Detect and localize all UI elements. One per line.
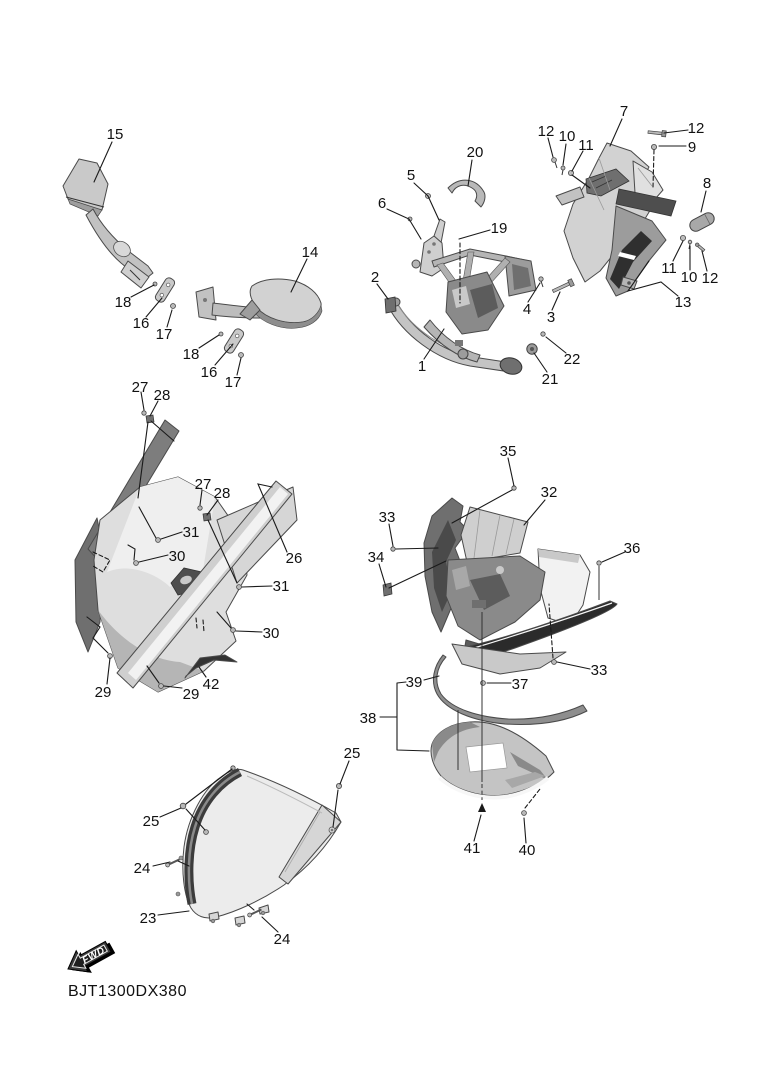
callout-17: 17 [155, 326, 173, 343]
callout-22: 22 [563, 351, 581, 368]
fastener-screw-31-lower [237, 585, 242, 590]
fastener-screw-37 [481, 681, 486, 686]
callout-5: 5 [406, 167, 416, 184]
fastener-screw-40 [522, 811, 527, 816]
callout-21: 21 [541, 371, 559, 388]
callout-14: 14 [301, 244, 319, 261]
callout-1: 1 [417, 358, 427, 375]
callout-10: 10 [680, 269, 698, 286]
callout-42: 42 [202, 676, 220, 693]
callout-26: 26 [285, 550, 303, 567]
callout-12: 12 [687, 120, 705, 137]
fastener-18-right [219, 332, 223, 336]
callout-31: 31 [272, 578, 290, 595]
fastener-washer-11-topleft [568, 170, 573, 175]
callout-29: 29 [94, 684, 112, 701]
fastener-nut-9 [651, 144, 656, 149]
callout-34: 34 [367, 549, 385, 566]
callout-15: 15 [106, 126, 124, 143]
callout-3: 3 [546, 309, 556, 326]
callout-33: 33 [378, 509, 396, 526]
callout-35: 35 [499, 443, 517, 460]
fwd-direction-arrow [62, 935, 118, 982]
fastener-screw-12-bottom [695, 242, 706, 252]
callout-30: 30 [168, 548, 186, 565]
fastener-well-nut-25-right-edge [329, 827, 335, 833]
callout-12: 12 [537, 123, 555, 140]
callout-18: 18 [182, 346, 200, 363]
callout-8: 8 [702, 175, 712, 192]
fastener-washer-11-bottom [680, 235, 685, 240]
callout-18: 18 [114, 294, 132, 311]
fastener-17-right [239, 353, 244, 358]
callout-40: 40 [518, 842, 536, 859]
callout-41: 41 [463, 840, 481, 857]
diagram-code: BJT1300DX380 [68, 983, 187, 1000]
fastener-bolt-4 [539, 277, 543, 287]
part-damper-8 [688, 211, 717, 234]
part-mirror-left [63, 159, 153, 288]
fwd-label: FWD [80, 945, 108, 967]
fastener-screw-33-lower [552, 660, 557, 665]
callout-29: 29 [182, 686, 200, 703]
callout-16: 16 [200, 364, 218, 381]
fastener-bolt-3 [551, 279, 574, 295]
fastener-bracket-16-left [154, 276, 176, 303]
callout-25: 25 [142, 813, 160, 830]
callout-25: 25 [343, 745, 361, 762]
callout-11: 11 [578, 137, 594, 154]
callout-13: 13 [674, 294, 692, 311]
arrowhead-41 [478, 803, 486, 812]
part-stay-assembly [388, 180, 536, 376]
callout-6: 6 [377, 195, 387, 212]
callout-37: 37 [511, 676, 529, 693]
part-front-cowl-26 [75, 420, 297, 692]
callout-20: 20 [466, 144, 484, 161]
callout-19: 19 [490, 220, 508, 237]
callout-9: 9 [687, 139, 697, 156]
fastener-screw-30-upper [134, 561, 139, 566]
callout-17: 17 [224, 374, 242, 391]
fastener-screw-27-mid [198, 506, 202, 510]
fastener-screw-27-upper [142, 411, 146, 415]
part-stay-damper-20 [448, 180, 485, 207]
callout-38: 38 [359, 710, 377, 727]
callout-4: 4 [522, 301, 532, 318]
fastener-17-left [171, 304, 176, 309]
fastener-bracket-16-right [223, 327, 245, 354]
fastener-screw-33-upper [391, 547, 395, 551]
fastener-screw-22 [541, 332, 545, 336]
callout-30: 30 [262, 625, 280, 642]
callout-27: 27 [194, 476, 212, 493]
callout-24: 24 [273, 931, 291, 948]
callout-27: 27 [131, 379, 149, 396]
part-windshield-23 [176, 766, 341, 927]
part-headlight-unit-32 [424, 498, 617, 674]
callout-24: 24 [133, 860, 151, 877]
part-intake-panel-7 [556, 143, 676, 296]
callout-12: 12 [701, 270, 719, 287]
callout-28: 28 [153, 387, 171, 404]
callout-36: 36 [623, 540, 641, 557]
callout-2: 2 [370, 269, 380, 286]
callout-11: 11 [661, 260, 677, 277]
fastener-screw-36 [597, 561, 601, 565]
callout-31: 31 [182, 524, 200, 541]
callout-28: 28 [213, 485, 231, 502]
part-clamp-2 [385, 297, 396, 313]
fastener-bolt-12-topleft [552, 158, 557, 168]
part-mirror-right [196, 279, 322, 328]
fastener-screw-25-right [336, 783, 341, 788]
callout-23: 23 [139, 910, 157, 927]
fastener-clip-34 [383, 583, 392, 596]
callout-39: 39 [405, 674, 423, 691]
callout-7: 7 [619, 103, 629, 120]
fastener-10-topleft [561, 166, 565, 175]
callout-33: 33 [590, 662, 608, 679]
fastener-screw-29-right [159, 684, 164, 689]
fastener-nut-21 [527, 344, 537, 354]
callout-10: 10 [558, 128, 576, 145]
callout-16: 16 [132, 315, 150, 332]
callout-32: 32 [540, 484, 558, 501]
